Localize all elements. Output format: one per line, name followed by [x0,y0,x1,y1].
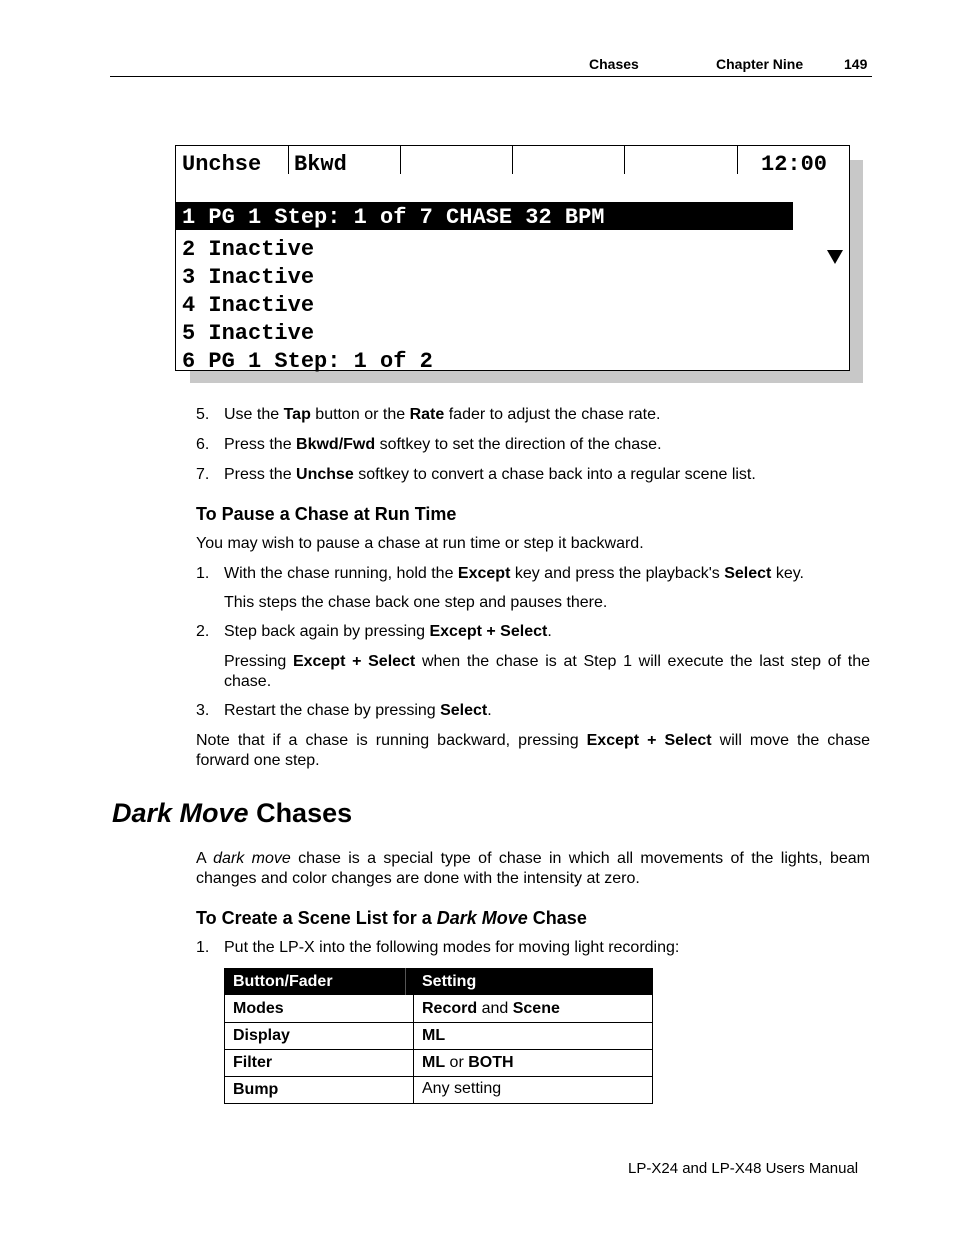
table-row-label: Bump [233,1081,279,1098]
table-row-label: Display [233,1027,290,1044]
header-chapter: Chapter Nine [716,56,804,72]
table-row-value: ML or BOTH [422,1054,514,1071]
step-text: Restart the chase by pressing Select. [224,702,492,719]
table-row-value: Record and Scene [422,1000,560,1017]
lcd-row-1: 1 PG 1 Step: 1 of 7 CHASE 32 BPM [182,205,605,230]
softkey-divider [512,146,513,174]
table-row-label: Modes [233,1000,284,1017]
lcd-row-5: 5 Inactive [182,321,315,346]
step-text: Use the Tap button or the Rate fader to adjust the chase rate. [224,406,661,423]
step-number: 5. [196,406,210,423]
step-number: 7. [196,466,210,483]
step-text: Press the Bkwd/Fwd softkey to set the direction of the chase. [224,436,662,453]
step-text: Step back again by pressing Except + Select. [224,623,552,640]
lcd-clock: 12:00 [761,152,828,177]
table-row-label: Filter [233,1054,273,1071]
table-header-cell: Setting [422,973,477,990]
triangle-down-icon [827,250,843,264]
step-note: Pressing Except + Select when the chase is at Step 1 will execute the last step of the chase. [224,653,870,690]
lcd-row-4: 4 Inactive [182,293,315,318]
header-rule [110,76,872,77]
step-number: 6. [196,436,210,453]
step-text: Press the Unchse softkey to convert a chase back into a regular scene list. [224,466,756,483]
header-section: Chases [589,56,639,72]
paragraph: A dark move chase is a special type of chase in which all movements of the lights, beam changes and color changes are done with the intensity at zero. [196,850,870,887]
softkey-divider [624,146,625,174]
lcd-row-3: 3 Inactive [182,265,315,290]
table-border [224,1103,653,1104]
header-divider [405,968,406,995]
table-row-value: Any setting [422,1080,502,1097]
table-row-value: ML [422,1027,446,1044]
paragraph: You may wish to pause a chase at run time or step it backward. [196,535,644,552]
softkey-2: Bkwd [294,152,347,177]
step-number: 2. [196,623,210,640]
step-text: With the chase running, hold the Except key and press the playback's Select key. [224,565,804,582]
section-title: Dark Move Chases [112,798,353,828]
softkey-1: Unchse [182,152,262,177]
softkey-divider [400,146,401,174]
lcd-screen [175,145,850,374]
softkey-divider [737,146,738,174]
step-number: 1. [196,939,210,956]
settings-table [224,968,653,1104]
subheading-create: To Create a Scene List for a Dark Move Chase [196,908,587,928]
footer-manual-title: LP-X24 and LP-X48 Users Manual [628,1160,859,1177]
lcd-row-2: 2 Inactive [182,237,315,262]
step-number: 3. [196,702,210,719]
lcd-highlight-bar [176,202,793,230]
step-text: Put the LP-X into the following modes for moving light recording: [224,939,680,956]
table-header-cell: Button/Fader [233,973,333,990]
table-border [224,1022,653,1023]
page-number: 149 [844,56,868,72]
step-note: This steps the chase back one step and pauses there. [224,594,608,611]
lcd-row-6: 6 PG 1 Step: 1 of 2 [182,349,433,374]
softkey-divider [288,146,289,174]
step-number: 1. [196,565,210,582]
subheading-pause: To Pause a Chase at Run Time [196,504,457,524]
paragraph-note: Note that if a chase is running backward, pressing Except + Select will move the chase forward one step. [196,732,870,769]
table-border [224,1076,653,1077]
table-border [224,1049,653,1050]
